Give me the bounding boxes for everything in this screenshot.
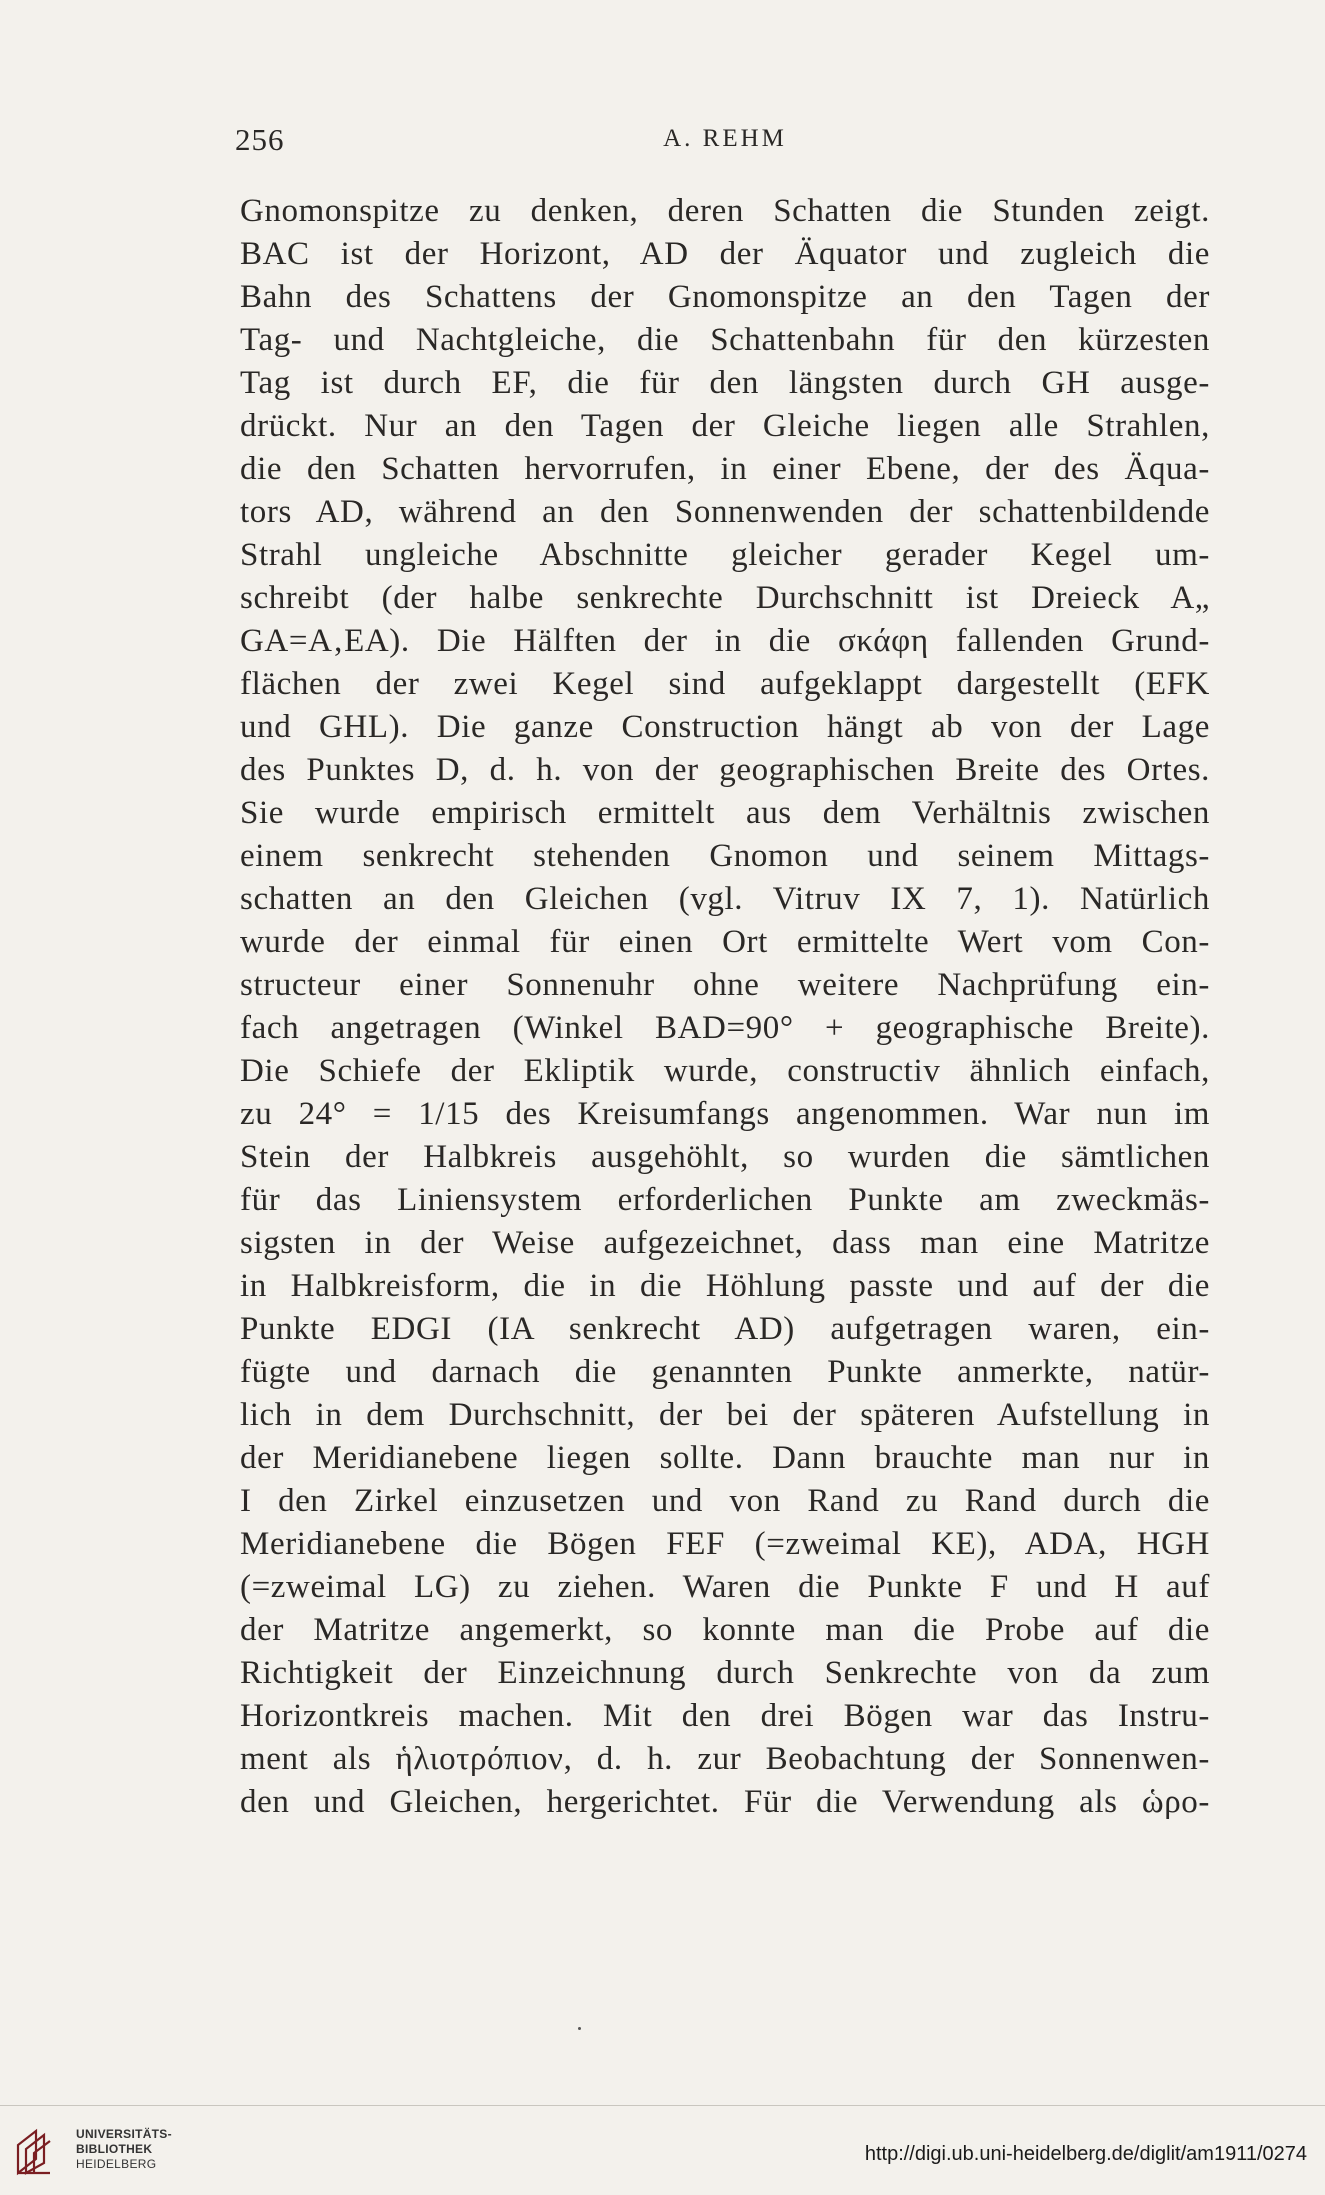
body-text (240, 190, 1210, 1824)
text-line: der Matritze angemerkt, so konnte man die Probe auf die (240, 1612, 1210, 1648)
text-line: Bahn des Schattens der Gnomonspitze an den Tagen der (240, 279, 1210, 315)
text-line: drückt. Nur an den Tagen der Gleiche liegen alle Strahlen, (240, 408, 1210, 444)
text-line: Tag ist durch EF, die für den längsten durch GH ausge- (240, 365, 1210, 401)
text-line: der Meridianebene liegen sollte. Dann brauchte man nur in (240, 1440, 1210, 1476)
text-line: Horizontkreis machen. Mit den drei Bögen war das Instru- (240, 1698, 1210, 1734)
text-line: in Halbkreisform, die in die Höhlung passte und auf der die (240, 1268, 1210, 1304)
text-line: Sie wurde empirisch ermittelt aus dem Verhältnis zwischen (240, 795, 1210, 831)
text-line: Meridianebene die Bögen FEF (=zweimal KE), ADA, HGH (240, 1526, 1210, 1562)
text-line: Die Schiefe der Ekliptik wurde, constructiv ähnlich einfach, (240, 1053, 1210, 1089)
text-line: flächen der zwei Kegel sind aufgeklappt dargestellt (EFK (240, 666, 1210, 702)
text-line: I den Zirkel einzusetzen und von Rand zu Rand durch die (240, 1483, 1210, 1519)
library-name-line: HEIDELBERG (76, 2157, 157, 2171)
page-number: 256 (235, 122, 285, 157)
text-line: schatten an den Gleichen (vgl. Vitruv IX 7, 1). Natürlich (240, 881, 1210, 917)
footer-divider (0, 2105, 1325, 2106)
text-line: fach angetragen (Winkel BAD=90° + geographische Breite). (240, 1010, 1210, 1046)
running-head: A. REHM (663, 125, 787, 152)
text-line: Gnomonspitze zu denken, deren Schatten die Stunden zeigt. (240, 193, 1210, 229)
text-line: structeur einer Sonnenuhr ohne weitere Nachprüfung ein- (240, 967, 1210, 1003)
source-url[interactable]: http://digi.ub.uni-heidelberg.de/diglit/am1911/0274 (864, 2143, 1307, 2165)
text-line: schreibt (der halbe senkrechte Durchschnitt ist Dreieck A„ (240, 580, 1210, 616)
text-line: ment als ἡλιοτρόπιον, d. h. zur Beobachtung der Sonnenwen- (240, 1741, 1210, 1777)
stray-dot (578, 2027, 581, 2030)
text-line: wurde der einmal für einen Ort ermittelte Wert vom Con- (240, 924, 1210, 960)
text-line: GA=A‚EA). Die Hälften der in die σκάφη fallenden Grund- (240, 623, 1210, 659)
page-header (235, 122, 1215, 162)
text-line: den und Gleichen, hergerichtet. Für die Verwendung als ὡρο- (240, 1784, 1210, 1820)
text-line: (=zweimal LG) zu ziehen. Waren die Punkte F und H auf (240, 1569, 1210, 1605)
text-line: zu 24° = 1/15 des Kreisumfangs angenommen. War nun im (240, 1096, 1210, 1132)
library-name-line: UNIVERSITÄTS- (76, 2127, 172, 2141)
text-line: lich in dem Durchschnitt, der bei der späteren Aufstellung in (240, 1397, 1210, 1433)
text-line: für das Liniensystem erforderlichen Punkte am zweckmäs- (240, 1182, 1210, 1218)
text-line: des Punktes D, d. h. von der geographischen Breite des Ortes. (240, 752, 1210, 788)
text-line: BAC ist der Horizont, AD der Äquator und zugleich die (240, 236, 1210, 272)
text-line: einem senkrecht stehenden Gnomon und seinem Mittags- (240, 838, 1210, 874)
text-line: Strahl ungleiche Abschnitte gleicher gerader Kegel um- (240, 537, 1210, 573)
text-line: tors AD, während an den Sonnenwenden der schattenbildende (240, 494, 1210, 530)
text-line: fügte und darnach die genannten Punkte anmerkte, natür- (240, 1354, 1210, 1390)
library-name (76, 2127, 172, 2172)
text-line: Punkte EDGI (IA senkrecht AD) aufgetragen waren, ein- (240, 1311, 1210, 1347)
library-logo-icon (14, 2127, 54, 2177)
text-line: die den Schatten hervorrufen, in einer Ebene, der des Äqua- (240, 451, 1210, 487)
text-line: sigsten in der Weise aufgezeichnet, dass man eine Matritze (240, 1225, 1210, 1261)
text-line: Richtigkeit der Einzeichnung durch Senkrechte von da zum (240, 1655, 1210, 1691)
library-name-line: BIBLIOTHEK (76, 2142, 153, 2156)
text-line: Tag- und Nachtgleiche, die Schattenbahn für den kürzesten (240, 322, 1210, 358)
text-line: Stein der Halbkreis ausgehöhlt, so wurden die sämtlichen (240, 1139, 1210, 1175)
text-line: und GHL). Die ganze Construction hängt ab von der Lage (240, 709, 1210, 745)
